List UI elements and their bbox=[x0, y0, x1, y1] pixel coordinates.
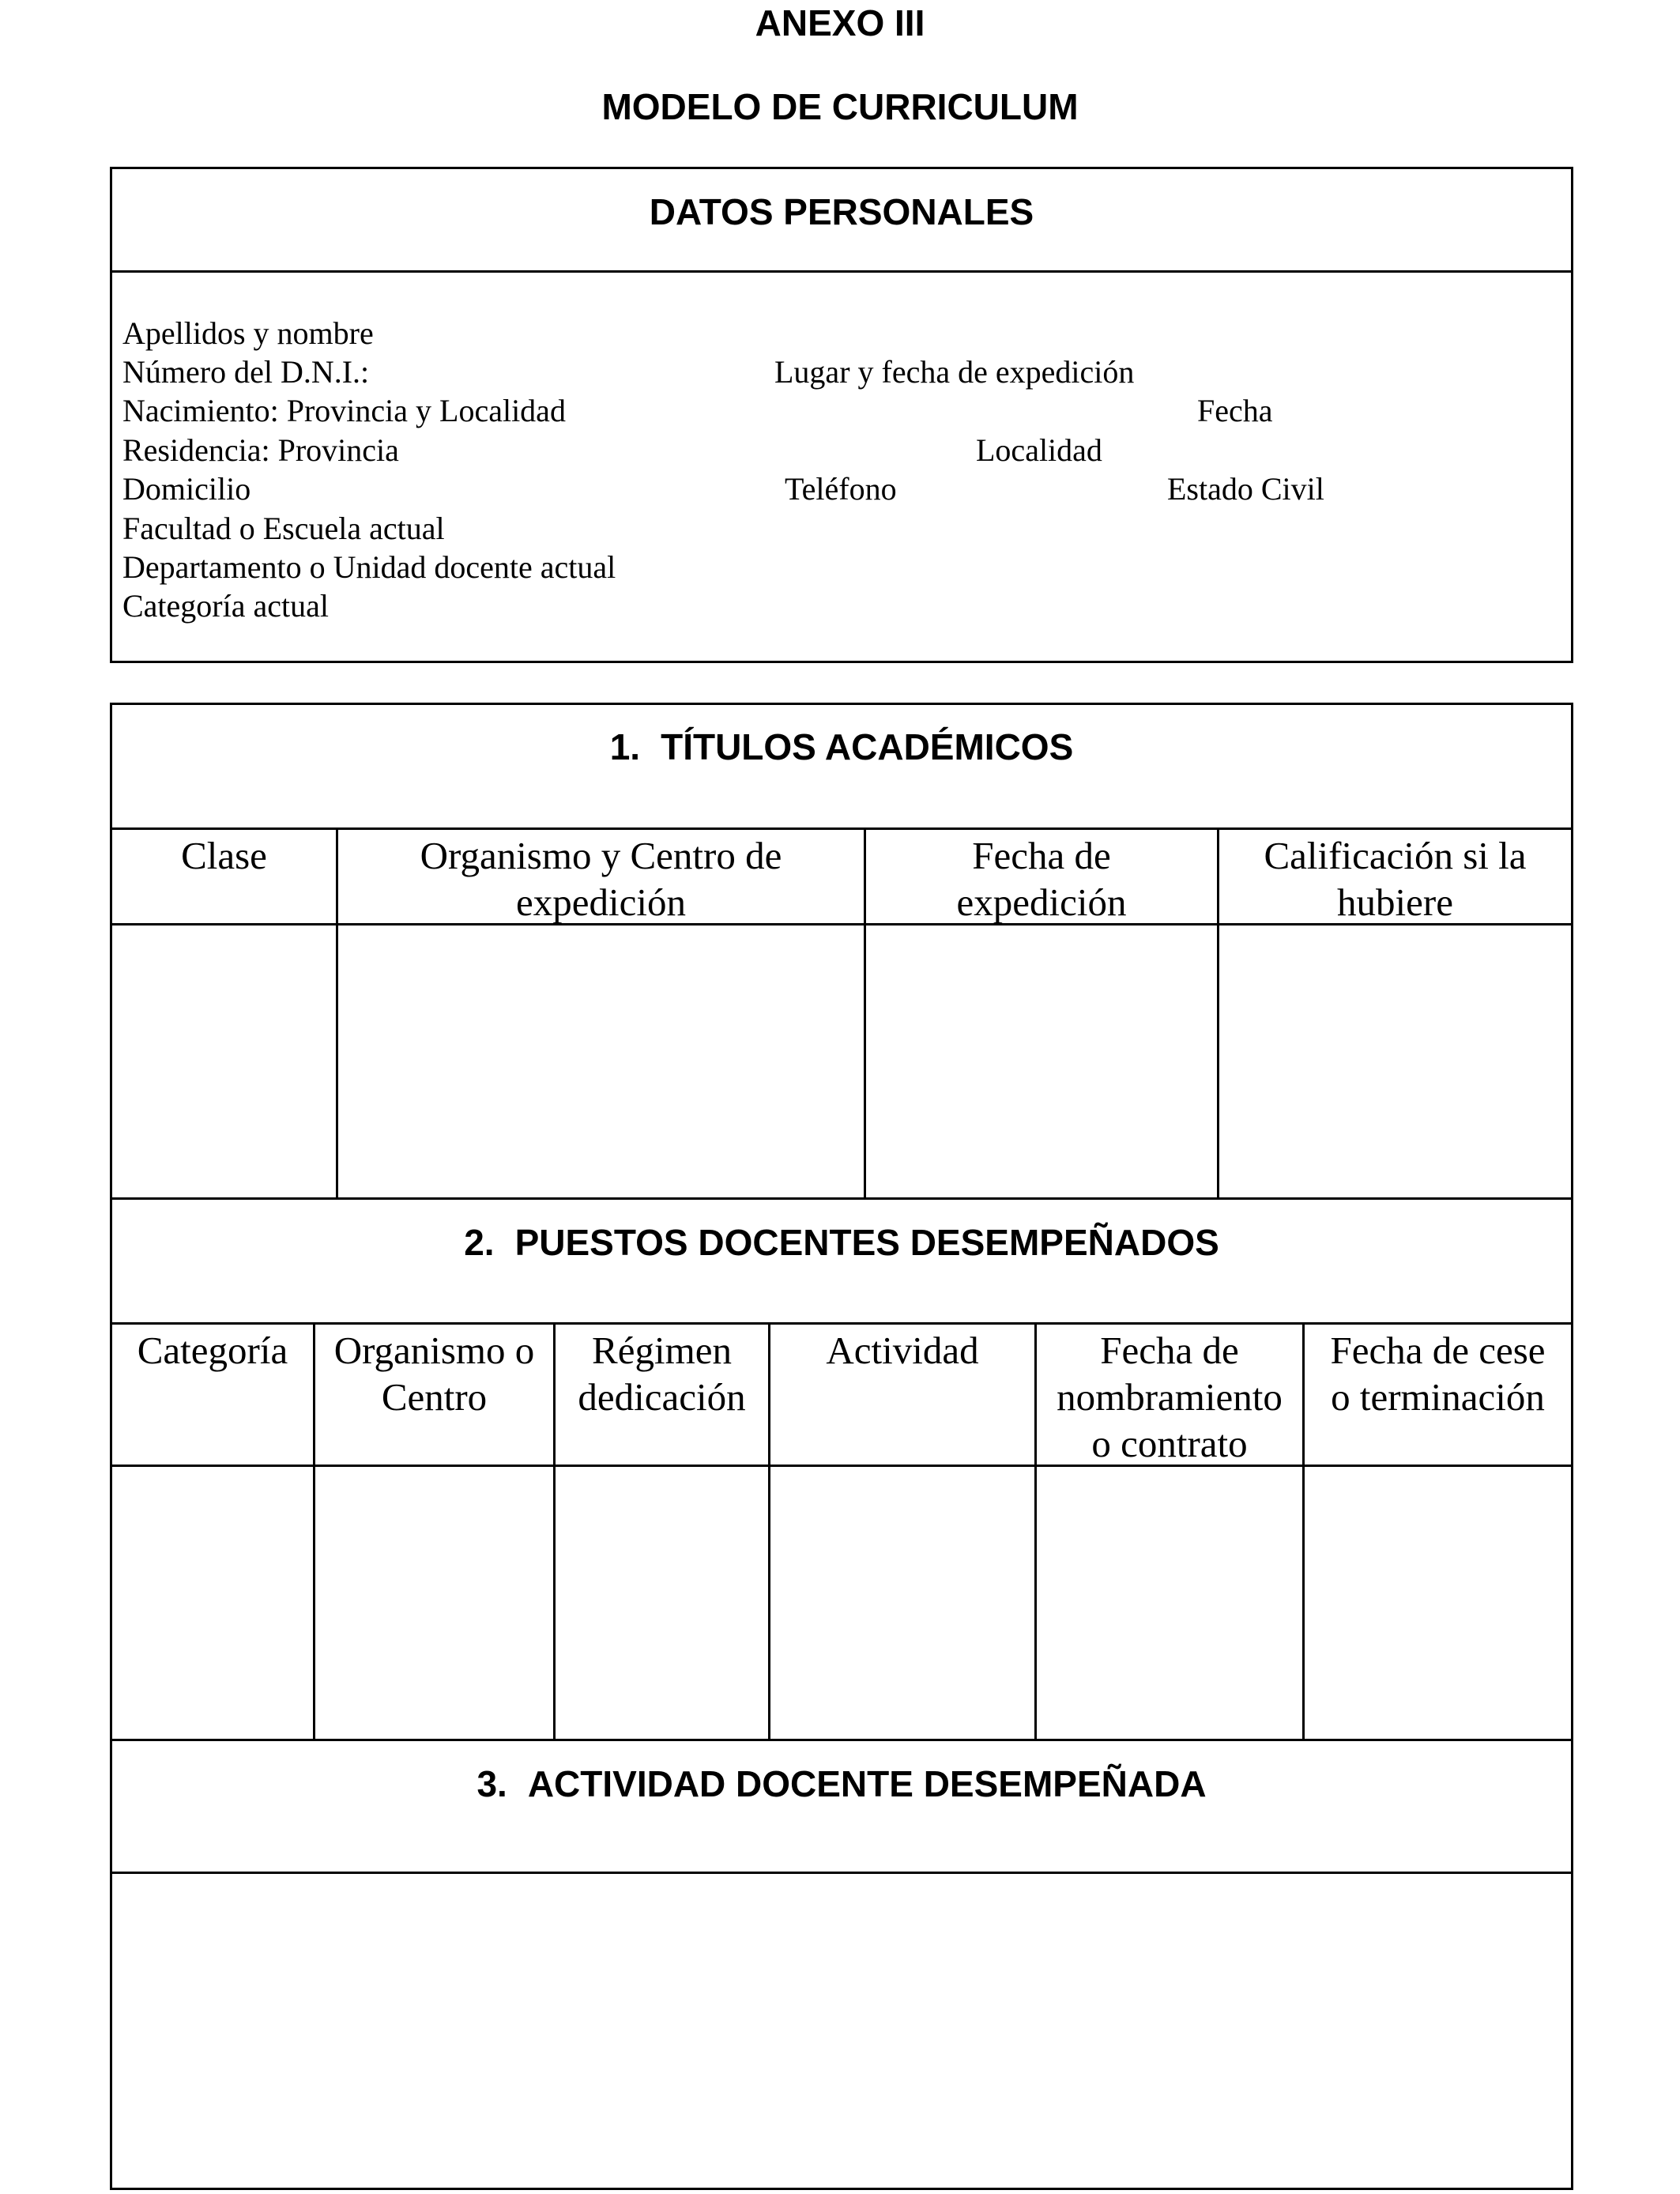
field-nacimiento: Nacimiento: Provincia y Localidad bbox=[122, 393, 566, 428]
field-localidad: Localidad bbox=[976, 432, 1102, 468]
s2-cell-fecha-nombramiento[interactable] bbox=[1037, 1467, 1302, 1739]
s1-cell-clase[interactable] bbox=[112, 925, 336, 1197]
s2-col-regimen: Régimen dedicación bbox=[578, 1329, 746, 1419]
field-departamento: Departamento o Unidad docente actual bbox=[122, 549, 616, 585]
s2-cell-regimen[interactable] bbox=[556, 1467, 768, 1739]
field-domicilio: Domicilio bbox=[122, 471, 251, 507]
annex-title: ANEXO III bbox=[755, 2, 925, 43]
s2-cell-fecha-cese[interactable] bbox=[1305, 1467, 1571, 1739]
section1-number: 1. bbox=[609, 726, 641, 767]
field-residencia: Residencia: Provincia bbox=[122, 432, 399, 468]
s1-cell-calificacion[interactable] bbox=[1219, 925, 1571, 1197]
section3-number: 3. bbox=[477, 1763, 507, 1804]
s2-col-categoria: Categoría bbox=[137, 1329, 288, 1372]
personal-data-heading: DATOS PERSONALES bbox=[649, 191, 1034, 232]
document-title: MODELO DE CURRICULUM bbox=[601, 86, 1079, 127]
s1-cell-organismo[interactable] bbox=[338, 925, 864, 1197]
s1-col-calificacion: Calificación si la hubiere bbox=[1264, 834, 1527, 924]
section1-heading bbox=[111, 726, 1572, 768]
field-lugar-fecha-expedicion: Lugar y fecha de expedición bbox=[774, 354, 1135, 390]
s2-col-fecha-cese: Fecha de cese o terminación bbox=[1330, 1329, 1546, 1419]
s2-col-actividad: Actividad bbox=[826, 1329, 979, 1372]
s3-content-area[interactable] bbox=[112, 1874, 1571, 2188]
section2-number: 2. bbox=[464, 1222, 495, 1263]
s2-cell-categoria[interactable] bbox=[112, 1467, 313, 1739]
s2-cell-actividad[interactable] bbox=[770, 1467, 1034, 1739]
section1-title: TÍTULOS ACADÉMICOS bbox=[661, 726, 1074, 767]
s1-cell-fecha[interactable] bbox=[866, 925, 1217, 1197]
s2-cell-organismo[interactable] bbox=[315, 1467, 553, 1739]
field-categoria: Categoría actual bbox=[122, 588, 329, 624]
s1-col-organismo: Organismo y Centro de expedición bbox=[420, 834, 782, 924]
s1-col-fecha: Fecha de expedición bbox=[956, 834, 1127, 924]
section2-title: PUESTOS DOCENTES DESEMPEÑADOS bbox=[514, 1222, 1219, 1263]
field-apellidos-nombre: Apellidos y nombre bbox=[122, 315, 374, 351]
section3-title: ACTIVIDAD DOCENTE DESEMPEÑADA bbox=[527, 1763, 1207, 1804]
field-numero-dni: Número del D.N.I.: bbox=[122, 354, 370, 390]
s2-col-organismo: Organismo o Centro bbox=[333, 1329, 535, 1419]
field-estado-civil: Estado Civil bbox=[1167, 471, 1324, 507]
s2-col-fecha-nombramiento: Fecha de nombramiento o contrato bbox=[1057, 1329, 1283, 1465]
field-fecha: Fecha bbox=[1197, 393, 1273, 428]
section3-heading bbox=[111, 1762, 1572, 1805]
s1-col-clase: Clase bbox=[181, 834, 267, 877]
field-facultad: Facultad o Escuela actual bbox=[122, 511, 445, 546]
field-telefono: Teléfono bbox=[785, 471, 897, 507]
section2-heading bbox=[111, 1221, 1572, 1264]
